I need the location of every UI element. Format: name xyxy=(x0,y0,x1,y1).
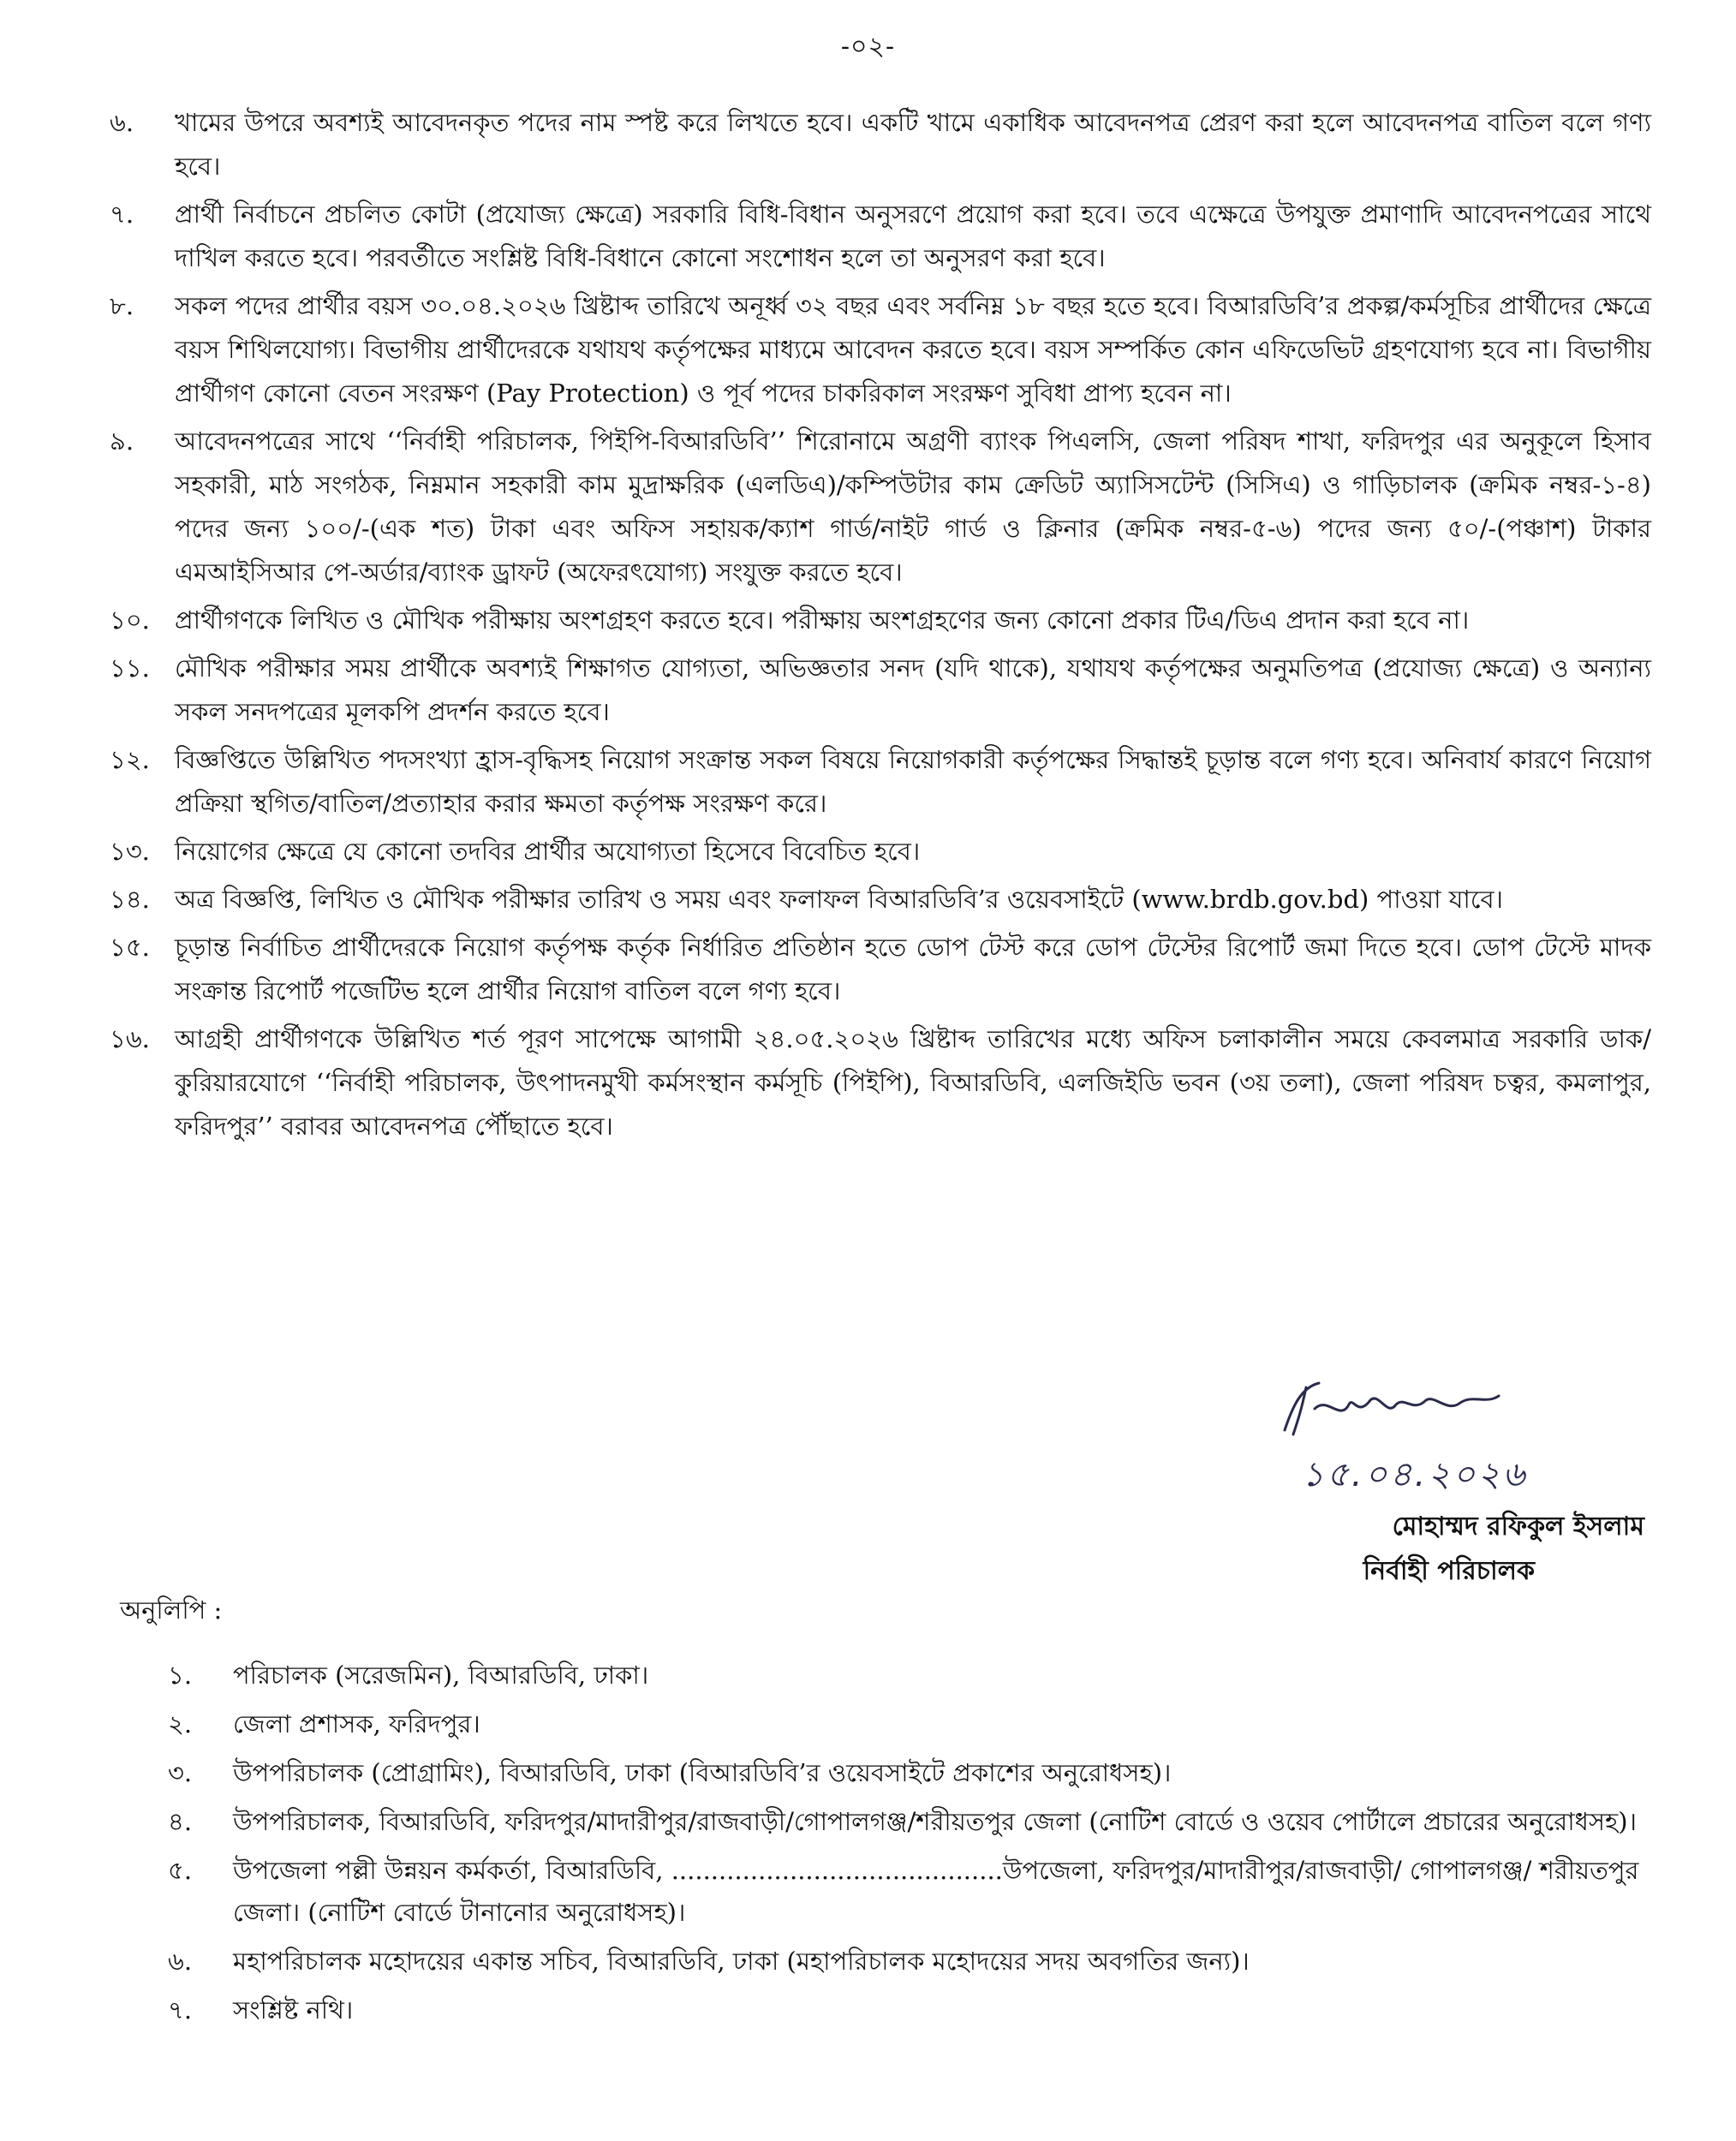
handwritten-date: ১৫.০৪.২০২৬ xyxy=(1302,1455,1528,1494)
condition-text: আবেদনপত্রের সাথে ‘‘নির্বাহী পরিচালক, পিইপি-বিআরডিবি’’ শিরোনামে অগ্রণী ব্যাংক পিএলসি, জেলা পরিষদ শাখা, ফরিদপুর এর অনুকূলে হিসাব সহকারী, মাঠ সংগঠক, নিম্নমান সহকারী কাম মুদ্রাক্ষরিক (এলডিএ)/কম্পিউটার কাম ক্রেডিট অ্যাসিসটেন্ট (সিসিএ) ও গাড়িচালক (ক্রমিক নম্বর-১-৪) পদের জন্য ১০০/-(এক শত) টাকা এবং অফিস সহায়ক/ক্যাশ গার্ড/নাইট গার্ড ও ক্লিনার (ক্রমিক নম্বর-৫-৬) পদের জন্য ৫০/-(পঞ্চাশ) টাকার এমআইসিআর পে-অর্ডার/ব্যাংক ড্রাফট (অফেরৎযোগ্য) সংযুক্ত করতে হবে। xyxy=(175,426,1651,587)
copy-number: ৭. xyxy=(168,1995,193,2025)
condition-text: প্রার্থী নির্বাচনে প্রচলিত কোটা (প্রযোজ্য ক্ষেত্রে) সরকারি বিধি-বিধান অনুসরণে প্রয়োগ করা হবে। তবে এক্ষেত্রে উপযুক্ত প্রমাণাদি আবেদনপত্রের সাথে দাখিল করতে হবে। পরবর্তীতে সংশ্লিষ্ট বিধি-বিধানে কোনো সংশোধন হলে তা অনুসরণ করা হবে। xyxy=(175,200,1651,272)
copy-text: মহাপরিচালক মহোদয়ের একান্ত সচিব, বিআরডিবি, ঢাকা (মহাপরিচালক মহোদয়ের সদয় অবগতির জন্য)। xyxy=(233,1947,1250,1976)
copy-item xyxy=(168,1752,1649,1794)
condition-item xyxy=(110,284,1651,415)
condition-number: ১৫. xyxy=(110,933,150,962)
copies-list xyxy=(168,1655,1649,2038)
condition-item xyxy=(110,926,1651,1013)
condition-text: বিজ্ঞপ্তিতে উল্লিখিত পদসংখ্যা হ্রাস-বৃদ্ধিসহ নিয়োগ সংক্রান্ত সকল বিষয়ে নিয়োগকারী কর্তৃপক্ষের সিদ্ধান্তই চূড়ান্ত বলে গণ্য হবে। অনিবার্য কারণে নিয়োগ প্রক্রিয়া স্থগিত/বাতিল/প্রত্যাহার করার ক্ষমতা কর্তৃপক্ষ সংরক্ষণ করে। xyxy=(175,745,1651,818)
condition-item xyxy=(110,738,1651,826)
copy-item xyxy=(168,1801,1649,1843)
signature-block xyxy=(1199,1370,1644,1595)
condition-item xyxy=(110,599,1651,642)
conditions-list xyxy=(110,101,1651,1153)
copy-text: জেলা প্রশাসক, ফরিদপুর। xyxy=(233,1709,480,1738)
condition-item xyxy=(110,193,1651,280)
condition-number: ১০. xyxy=(110,605,150,635)
condition-item xyxy=(110,420,1651,594)
condition-item xyxy=(110,647,1651,734)
condition-number: ১৩. xyxy=(110,837,150,866)
copy-item xyxy=(168,1655,1649,1697)
condition-text: চূড়ান্ত নির্বাচিত প্রার্থীদেরকে নিয়োগ কর্তৃপক্ষ কর্তৃক নির্ধারিত প্রতিষ্ঠান হতে ডোপ টেস্ট করে ডোপ টেস্টের রিপোর্ট জমা দিতে হবে। ডোপ টেস্টে মাদক সংক্রান্ত রিপোর্ট পজেটিভ হলে প্রার্থীর নিয়োগ বাতিল বলে গণ্য হবে। xyxy=(175,933,1651,1005)
condition-number: ১১. xyxy=(110,653,150,683)
copy-item xyxy=(168,1850,1649,1934)
copy-text: পরিচালক (সরেজমিন), বিআরডিবি, ঢাকা। xyxy=(233,1661,649,1690)
condition-text: আগ্রহী প্রার্থীগণকে উল্লিখিত শর্ত পূরণ সাপেক্ষে আগামী ২৪.০৫.২০২৬ খ্রিষ্টাব্দ তারিখের মধ্যে অফিস চলাকালীন সময়ে কেবলমাত্র সরকারি ডাক/কুরিয়ারযোগে ‘‘নির্বাহী পরিচালক, উৎপাদনমুখী কর্মসংস্থান কর্মসূচি (পিইপি), বিআরডিবি, এলজিইডি ভবন (৩য় তলা), জেলা পরিষদ চত্বর, কমলাপুর, ফরিদপুর’’ বরাবর আবেদনপত্র পৌঁছাতে হবে। xyxy=(175,1024,1651,1141)
condition-text: সকল পদের প্রার্থীর বয়স ৩০.০৪.২০২৬ খ্রিষ্টাব্দ তারিখে অনূর্ধ্ব ৩২ বছর এবং সর্বনিম্ন ১৮ বছর হতে হবে। বিআরডিবি’র প্রকল্প/কর্মসূচির প্রার্থীদের ক্ষেত্রে বয়স শিথিলযোগ্য। বিভাগীয় প্রার্থীদেরকে যথাযথ কর্তৃপক্ষের মাধ্যমে আবেদন করতে হবে। বয়স সম্পর্কিত কোন এফিডেভিট গ্রহণযোগ্য হবে না। বিভাগীয় প্রার্থীগণ কোনো বেতন সংরক্ষণ (Pay Protection) ও পূর্ব পদের চাকরিকাল সংরক্ষণ সুবিধা প্রাপ্য হবেন না। xyxy=(175,291,1651,408)
condition-number: ৭. xyxy=(110,200,134,229)
copy-number: ১. xyxy=(168,1661,193,1690)
copy-item xyxy=(168,1941,1649,1983)
condition-number: ১৪. xyxy=(110,885,150,914)
copy-number: ২. xyxy=(168,1709,193,1738)
condition-number: ৮. xyxy=(110,291,134,320)
copy-text: উপপরিচালক, বিআরডিবি, ফরিদপুর/মাদারীপুর/রাজবাড়ী/গোপালগঞ্জ/শরীয়তপুর জেলা (নোটিশ বোর্ডে ও ওয়েব পোর্টালে প্রচারের অনুরোধসহ)। xyxy=(233,1807,1637,1836)
condition-text: অত্র বিজ্ঞপ্তি, লিখিত ও মৌখিক পরীক্ষার তারিখ ও সময় এবং ফলাফল বিআরডিবি’র ওয়েবসাইটে (www.brdb.gov.bd) পাওয়া যাবে। xyxy=(175,885,1503,914)
copies-heading: অনুলিপি : xyxy=(120,1595,223,1625)
condition-number: ১২. xyxy=(110,745,150,774)
copy-text: সংশ্লিষ্ট নথি। xyxy=(233,1995,354,2025)
handwritten-signature xyxy=(1268,1370,1507,1447)
condition-number: ১৬. xyxy=(110,1024,150,1053)
condition-item xyxy=(110,101,1651,188)
signatory-title: নির্বাহী পরিচালক xyxy=(1363,1556,1535,1586)
condition-item xyxy=(110,1017,1651,1148)
copy-number: ৩. xyxy=(168,1758,193,1787)
condition-text: মৌখিক পরীক্ষার সময় প্রার্থীকে অবশ্যই শিক্ষাগত যোগ্যতা, অভিজ্ঞতার সনদ (যদি থাকে), যথাযথ কর্তৃপক্ষের অনুমতিপত্র (প্রযোজ্য ক্ষেত্রে) ও অন্যান্য সকল সনদপত্রের মূলকপি প্রদর্শন করতে হবে। xyxy=(175,653,1651,726)
copy-item xyxy=(168,1703,1649,1745)
copy-number: ৬. xyxy=(168,1947,193,1976)
condition-text: খামের উপরে অবশ্যই আবেদনকৃত পদের নাম স্পষ্ট করে লিখতে হবে। একটি খামে একাধিক আবেদনপত্র প্রেরণ করা হলে আবেদনপত্র বাতিল বলে গণ্য হবে। xyxy=(175,108,1651,181)
condition-text: প্রার্থীগণকে লিখিত ও মৌখিক পরীক্ষায় অংশগ্রহণ করতে হবে। পরীক্ষায় অংশগ্রহণের জন্য কোনো প্রকার টিএ/ডিএ প্রদান করা হবে না। xyxy=(175,605,1470,635)
copy-text: উপপরিচালক (প্রোগ্রামিং), বিআরডিবি, ঢাকা (বিআরডিবি’র ওয়েবসাইটে প্রকাশের অনুরোধসহ)। xyxy=(233,1758,1172,1787)
copy-number: ৫. xyxy=(168,1856,193,1885)
condition-item xyxy=(110,878,1651,921)
copy-item xyxy=(168,1989,1649,2031)
page-number: -০২- xyxy=(840,32,896,62)
condition-number: ৯. xyxy=(110,426,134,456)
copy-text: উপজেলা পল্লী উন্নয়ন কর্মকর্তা, বিআরডিবি, ..........................................উপজেলা, ফরিদপুর/মাদারীপুর/রাজবাড়ী/ গোপালগঞ্জ/ শরীয়তপুর জেলা। (নোটিশ বোর্ডে টানানোর অনুরোধসহ)। xyxy=(233,1856,1639,1927)
signatory-name: মোহাম্মদ রফিকুল ইসলাম xyxy=(1392,1512,1644,1542)
condition-text: নিয়োগের ক্ষেত্রে যে কোনো তদবির প্রার্থীর অযোগ্যতা হিসেবে বিবেচিত হবে। xyxy=(175,837,921,866)
copy-number: ৪. xyxy=(168,1807,193,1836)
condition-item xyxy=(110,830,1651,874)
condition-number: ৬. xyxy=(110,108,134,137)
